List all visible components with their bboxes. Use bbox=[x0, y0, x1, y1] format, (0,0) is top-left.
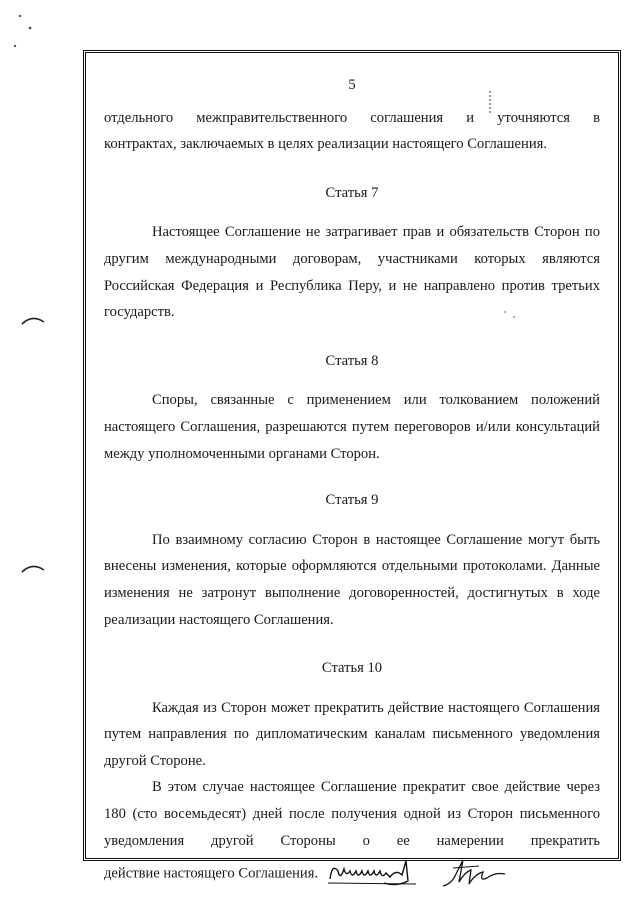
punch-hole-mark-upper bbox=[20, 314, 46, 328]
document-body bbox=[104, 72, 600, 894]
page-number: 5 bbox=[348, 77, 356, 93]
article-9-paragraph: По взаимному согласию Сторон в настоящее Соглашение могут быть внесены изменения, которые оформляются отдельными протоколами. Данные изменения не затронут выполнение договоренностей, достигнутых в ходе реализации настоящего Соглашения. bbox=[104, 531, 600, 628]
article-8-heading: Статья 8 bbox=[325, 352, 379, 369]
signature-2 bbox=[439, 854, 517, 894]
punch-hole-mark-lower bbox=[20, 562, 46, 576]
scan-mark-top-left bbox=[6, 12, 46, 52]
article-10-last-line bbox=[104, 854, 600, 894]
article-10-paragraph-1: Каждая из Сторон может прекратить действие настоящего Соглашения путем направления по дипломатическим каналам письменного уведомления другой Стороне. bbox=[104, 699, 600, 769]
article-10-paragraph-2: В этом случае настоящее Соглашение прекратит свое действие через 180 (сто восемьдесят) дней после получения одной из Сторон письменного уведомления другой Стороны о ее намерении прекратить bbox=[104, 779, 600, 849]
continued-text-line-2: контрактах, заключаемых в целях реализации настоящего Соглашения. bbox=[104, 136, 547, 153]
article-10-last-line-text: действие настоящего Соглашения. bbox=[104, 865, 319, 882]
continued-text-line-1: отдельного межправительственного соглашения и уточняются в bbox=[104, 109, 600, 126]
article-8-paragraph: Споры, связанные с применением или толкованием положений настоящего Соглашения, разрешаются путем переговоров и/или консультаций между уполномоченными органами Сторон. bbox=[104, 392, 600, 462]
article-10-heading: Статья 10 bbox=[321, 660, 383, 677]
signature-1 bbox=[326, 857, 426, 891]
article-7-heading: Статья 7 bbox=[325, 184, 379, 201]
article-7-paragraph: Настоящее Соглашение не затрагивает прав и обязательств Сторон по другим международными договорам, участниками которых являются Российская Федерация и Республика Перу, и не направлено против третьих государств. bbox=[104, 224, 600, 321]
article-9-heading: Статья 9 bbox=[325, 492, 379, 509]
